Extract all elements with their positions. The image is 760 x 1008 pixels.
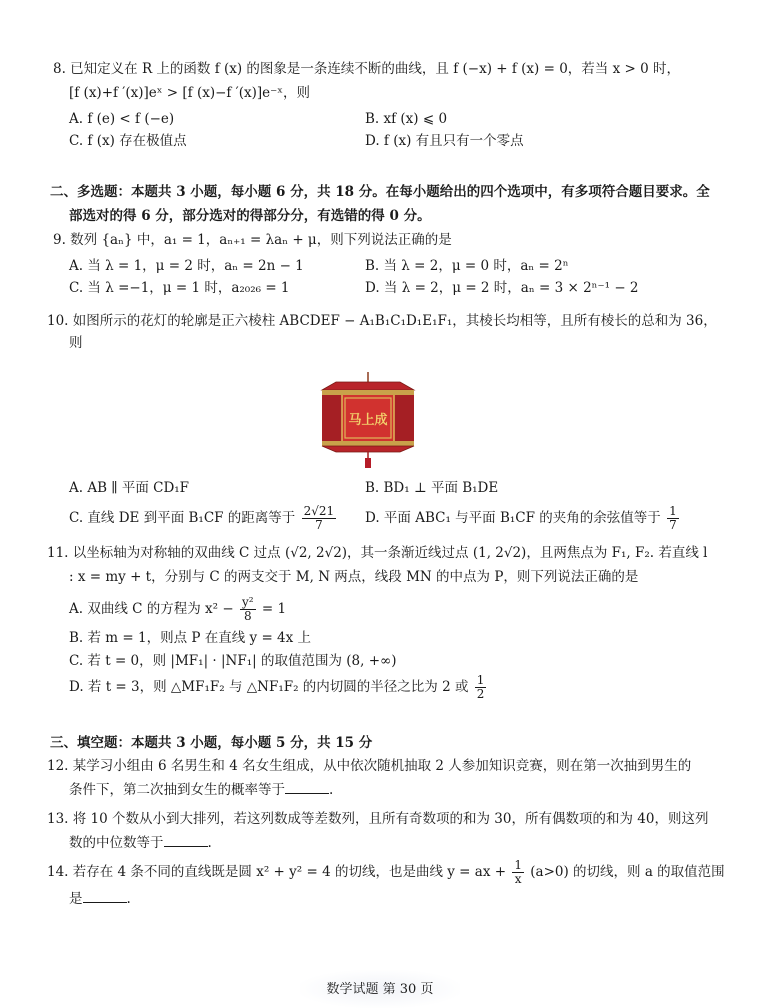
q10-option-c-text: C. 直线 DE 到平面 B₁CF 的距离等于: [69, 510, 296, 526]
fraction-denominator: 8: [243, 609, 252, 623]
section3-heading: 三、填空题：本题共 3 小题，每小题 5 分，共 15 分: [50, 735, 373, 751]
q14-stem-line1: [47, 857, 725, 887]
lantern-figure: [318, 372, 418, 470]
q14-stem-text2: 是: [69, 891, 83, 907]
q9-option-d: D. 当 λ = 2，μ = 2 时，aₙ = 3 × 2ⁿ⁻¹ − 2: [365, 280, 639, 296]
q14-fraction: [512, 859, 524, 886]
q10-stem-line1: 10. 如图所示的花灯的轮廓是正六棱柱 ABCDEF − A₁B₁C₁D₁E₁F₁，其棱长均相等，且所有棱长的总和为 36，: [47, 313, 717, 329]
q13-stem-line2: 数的中位数等于 .: [69, 832, 212, 853]
fraction-numerator: 2√21: [303, 504, 335, 518]
q14-stem-text: 14. 若存在 4 条不同的直线既是圆 x² + y² = 4 的切线，也是曲线 y = ax +: [47, 864, 507, 880]
q11-stem-line2: : x = my + t，分别与 C 的两支交于 M, N 两点，线段 MN 的中点为 P，则下列说法正确的是: [69, 569, 639, 585]
page-footer: 数学试题 第 30 页: [326, 982, 434, 997]
section2-heading-line1: 二、多选题：本题共 3 小题，每小题 6 分，共 18 分。在每小题给出的四个选项中，有多项符合题目要求。全: [50, 184, 710, 200]
q12-stem-line1: 12. 某学习小组由 6 名男生和 4 名女生组成，从中依次随机抽取 2 人参加知识竞赛，则在第一次抽到男生的: [47, 758, 692, 774]
section2-heading-line2: 部选对的得 6 分，部分选对的得部分分，有选错的得 0 分。: [69, 208, 431, 224]
q13-stem-text: 数的中位数等于: [69, 835, 164, 851]
q11-option-a-tail: = 1: [261, 601, 287, 617]
q10-option-a: A. AB ∥ 平面 CD₁F: [69, 480, 190, 496]
q8-option-a: A. f (e) < f (−e): [69, 111, 175, 127]
q9-option-a: A. 当 λ = 1，μ = 2 时，aₙ = 2n − 1: [69, 258, 304, 274]
q11-option-d-text: D. 若 t = 3，则 △MF₁F₂ 与 △NF₁F₂ 的内切圆的半径之比为 2 或: [69, 679, 469, 695]
q10-option-d-text: D. 平面 ABC₁ 与平面 B₁CF 的夹角的余弦值等于: [365, 510, 661, 526]
q11-option-c: C. 若 t = 0，则 |MF₁| · |NF₁| 的取值范围为 (8, +∞): [69, 653, 397, 669]
q11-option-a: [69, 594, 286, 624]
q10-option-c: [69, 503, 338, 533]
q12-answer-blank: [285, 779, 329, 794]
q11-stem-line1: 11. 以坐标轴为对称轴的双曲线 C 过点 (√2, 2√2)，其一条渐近线过点 (1, 2√2)，且两焦点为 F₁, F₂. 若直线 l: [47, 545, 708, 561]
q10-option-d-fraction: [667, 505, 679, 532]
q8-option-b: B. xf (x) ⩽ 0: [365, 111, 448, 127]
fraction-numerator: 1: [514, 858, 522, 872]
q8-stem-line2: [f (x)+f ′(x)]eˣ > [f (x)−f ′(x)]e⁻ˣ，则: [69, 85, 311, 101]
q11-option-d-fraction: [475, 674, 487, 701]
q8-stem-line1: 8. 已知定义在 R 上的函数 f (x) 的图象是一条连续不断的曲线，且 f (−x) + f (x) = 0，若当 x > 0 时，: [53, 61, 680, 77]
q11-option-a-fraction: [240, 596, 256, 623]
q9-option-b: B. 当 λ = 2，μ = 0 时，aₙ = 2ⁿ: [365, 258, 569, 274]
q9-option-c: C. 当 λ =−1，μ = 1 时，a₂₀₂₆ = 1: [69, 280, 290, 296]
q11-option-b: B. 若 m = 1，则点 P 在直线 y = 4x 上: [69, 630, 312, 646]
q14-answer-blank: [83, 888, 127, 903]
fraction-denominator: 2: [476, 687, 485, 701]
fraction-numerator: 1: [476, 673, 485, 687]
fraction-denominator: x: [514, 872, 522, 886]
q13-stem-line1: 13. 将 10 个数从小到大排列，若这列数成等差数列，且所有奇数项的和为 30，所有偶数项的和为 40，则这列: [47, 811, 709, 827]
q8-option-d: D. f (x) 有且只有一个零点: [365, 133, 524, 149]
q10-option-b: B. BD₁ ⊥ 平面 B₁DE: [365, 480, 499, 496]
q10-option-d: [365, 503, 681, 533]
q12-stem-line2: 条件下，第二次抽到女生的概率等于 .: [69, 779, 333, 800]
q10-stem-line2: 则: [69, 335, 83, 351]
q14-stem-tail: (a>0) 的切线，则 a 的取值范围: [530, 864, 725, 880]
q12-stem-text: 条件下，第二次抽到女生的概率等于: [69, 782, 285, 798]
q8-option-c: C. f (x) 存在极值点: [69, 133, 187, 149]
q9-stem: 9. 数列 {aₙ} 中，a₁ = 1，aₙ₊₁ = λaₙ + μ，则下列说法正确的是: [53, 232, 452, 248]
fraction-denominator: 7: [669, 518, 677, 532]
q11-option-d: [69, 672, 488, 702]
q13-answer-blank: [164, 832, 208, 847]
fraction-numerator: y²: [241, 595, 254, 609]
q14-stem-line2: 是 .: [69, 888, 131, 909]
lantern-characters: 马上成: [348, 413, 388, 428]
fraction-numerator: 1: [669, 504, 677, 518]
q10-option-c-fraction: [302, 505, 337, 532]
fraction-denominator: 7: [315, 518, 323, 532]
q11-option-a-text: A. 双曲线 C 的方程为 x² −: [69, 601, 234, 617]
